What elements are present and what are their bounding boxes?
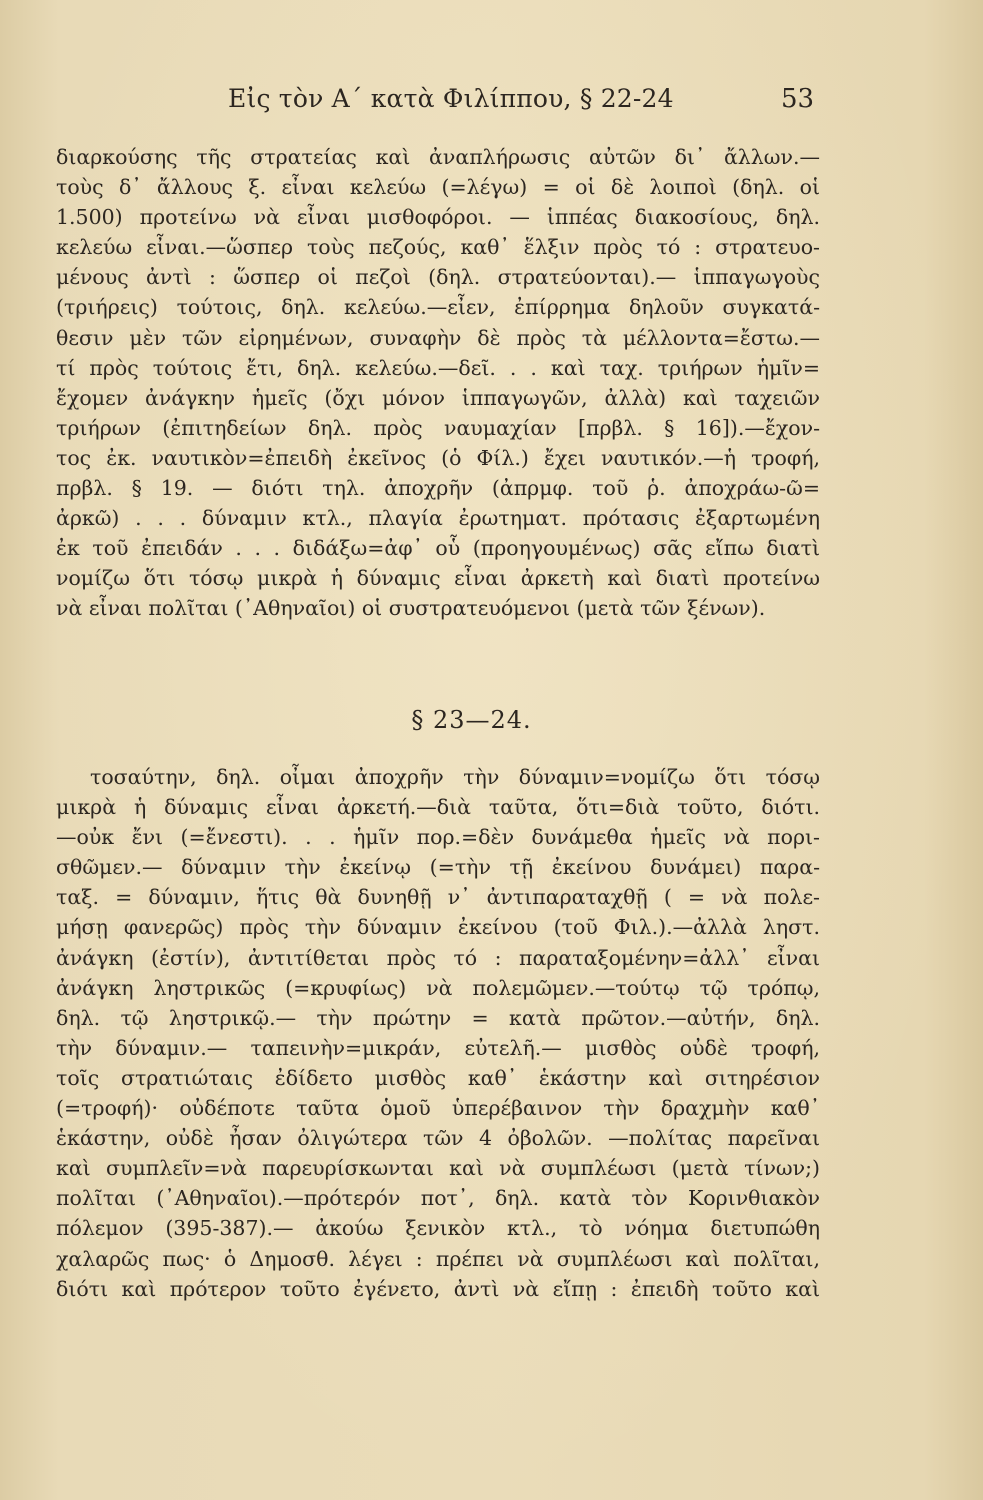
text-line: ἀνάγκη ληστρικῶς (=κρυφίως) νὰ πολεμῶμεν.—τούτῳ τῷ τρόπῳ,	[56, 975, 820, 1000]
text-line: τος ἐκ. ναυτικὸν=ἐπειδὴ ἐκεῖνος (ὁ Φίλ.) ἔχει ναυτικόν.—ἡ τροφή,	[56, 445, 820, 470]
text-line: μήσῃ φανερῶς) πρὸς τὴν δύναμιν ἐκείνου (τοῦ Φιλ.).—ἀλλὰ ληστ.	[56, 915, 820, 940]
text-line: δηλ. τῷ ληστρικῷ.— τὴν πρώτην = κατὰ πρῶτον.—αὐτήν, δηλ.	[56, 1005, 820, 1030]
text-line: (=τροφή)· οὐδέποτε ταῦτα ὁμοῦ ὑπερέβαινον τὴν δραχμὴν καθ᾽	[56, 1096, 820, 1121]
text-line: (τριήρεις) τούτοις, δηλ. κελεύω.—εἶεν, ἐπίρρημα δηλοῦν συγκατά-	[56, 295, 820, 320]
text-line: νομίζω ὅτι τόσῳ μικρὰ ἡ δύναμις εἶναι ἀρκετὴ καὶ διατὶ προτείνω	[56, 566, 820, 591]
text-line: καὶ συμπλεῖν=νὰ παρευρίσκωνται καὶ νὰ συμπλέωσι (μετὰ τίνων;)	[56, 1156, 820, 1181]
text-line: ἐκ τοῦ ἐπειδάν . . . διδάξω=ἀφ᾽ οὗ (προηγουμένως) σᾶς εἴπω διατὶ	[56, 536, 820, 561]
text-line: πρβλ. § 19. — διότι τηλ. ἀποχρῆν (ἀπρμφ. τοῦ ῥ. ἀποχράω-ῶ=	[56, 476, 820, 501]
text-line: σθῶμεν.— δύναμιν τὴν ἐκείνῳ (=τὴν τῇ ἐκείνου δυνάμει) παρα-	[56, 855, 820, 880]
text-line: —οὐκ ἔνι (=ἔνεστι). . . ἡμῖν πορ.=δὲν δυνάμεθα ἡμεῖς νὰ πορι-	[56, 825, 820, 850]
text-line: τί πρὸς τούτοις ἔτι, δηλ. κελεύω.—δεῖ. . . καὶ ταχ. τριήρων ἡμῖν=	[56, 355, 820, 380]
commentary-section-22	[56, 142, 820, 624]
text-line: χαλαρῶς πως· ὁ Δημοσθ. λέγει : πρέπει νὰ συμπλέωσι καὶ πολῖται,	[56, 1246, 820, 1271]
text-line: ἑκάστην, οὐδὲ ἦσαν ὀλιγώτερα τῶν 4 ὀβολῶν. —πολίτας παρεῖναι	[56, 1126, 820, 1151]
text-line: μένους ἀντὶ : ὥσπερ οἱ πεζοὶ (δηλ. στρατεύονται).— ἱππαγωγοὺς	[56, 265, 820, 290]
text-line: νὰ εἶναι πολῖται (᾽Αθηναῖοι) οἱ συστρατευόμενοι (μετὰ τῶν ξένων).	[56, 596, 766, 621]
section-heading	[0, 706, 983, 734]
page-number: 53	[781, 84, 815, 114]
text-line: μικρὰ ἡ δύναμις εἶναι ἀρκετή.—διὰ ταῦτα, ὅτι=διὰ τοῦτο, διότι.	[56, 795, 820, 820]
running-title: Εἰς τὸν Α΄ κατὰ Φιλίππου, § 22-24	[228, 84, 674, 113]
text-line: θεσιν μὲν τῶν εἰρημένων, συναφὴν δὲ πρὸς τὰ μέλλοντα=ἔστω.—	[56, 325, 820, 350]
text-line: πολῖται (᾽Αθηναῖοι).—πρότερόν ποτ᾽, δηλ. κατὰ τὸν Κορινθιακὸν	[56, 1186, 820, 1211]
text-line: διότι καὶ πρότερον τοῦτο ἐγένετο, ἀντὶ νὰ εἴπῃ : ἐπειδὴ τοῦτο καὶ	[56, 1276, 820, 1301]
text-line: διαρκούσης τῆς στρατείας καὶ ἀναπλήρωσις αὐτῶν δι᾽ ἄλλων.—	[56, 145, 820, 169]
text-line: τοὺς δ᾽ ἄλλους ξ. εἶναι κελεύω (=λέγω) = οἱ δὲ λοιποὶ (δηλ. οἱ	[56, 175, 820, 200]
text-line: τριήρων (ἐπιτηδείων δηλ. πρὸς ναυμαχίαν [πρβλ. § 16]).—ἔχον-	[56, 415, 820, 440]
section-heading-text: § 23—24.	[411, 706, 532, 734]
text-line: 1.500) προτείνω νὰ εἶναι μισθοφόροι. — ἱππέας διακοσίους, δηλ.	[56, 205, 820, 230]
text-line: ἀνάγκη (ἐστίν), ἀντιτίθεται πρὸς τό : παραταξομένην=ἀλλ᾽ εἶναι	[56, 945, 820, 970]
text-line: ἔχομεν ἀνάγκην ἡμεῖς (ὄχι μόνον ἱππαγωγῶν, ἀλλὰ) καὶ ταχειῶν	[56, 385, 820, 410]
page-header	[0, 84, 983, 128]
commentary-section-23-24	[56, 762, 820, 1304]
text-line: ταξ. = δύναμιν, ἥτις θὰ δυνηθῇ ν᾽ ἀντιπαραταχθῇ ( = νὰ πολε-	[56, 885, 820, 910]
text-line: τοσαύτην, δηλ. οἶμαι ἀποχρῆν τὴν δύναμιν=νομίζω ὅτι τόσῳ	[90, 765, 820, 789]
text-line: τοῖς στρατιώταις ἐδίδετο μισθὸς καθ᾽ ἑκάστην καὶ σιτηρέσιον	[56, 1065, 820, 1090]
text-line: ἀρκῶ) . . . δύναμιν κτλ., πλαγία ἐρωτηματ. πρότασις ἐξαρτωμένη	[56, 506, 820, 531]
text-line: κελεύω εἶναι.—ὥσπερ τοὺς πεζούς, καθ᾽ ἕλξιν πρὸς τό : στρατευο-	[56, 235, 820, 260]
text-line: πόλεμον (395-387).— ἀκούω ξενικὸν κτλ., τὸ νόημα διετυπώθη	[56, 1216, 820, 1241]
text-line: τὴν δύναμιν.— ταπεινὴν=μικράν, εὐτελῆ.— μισθὸς οὐδὲ τροφή,	[56, 1035, 820, 1060]
